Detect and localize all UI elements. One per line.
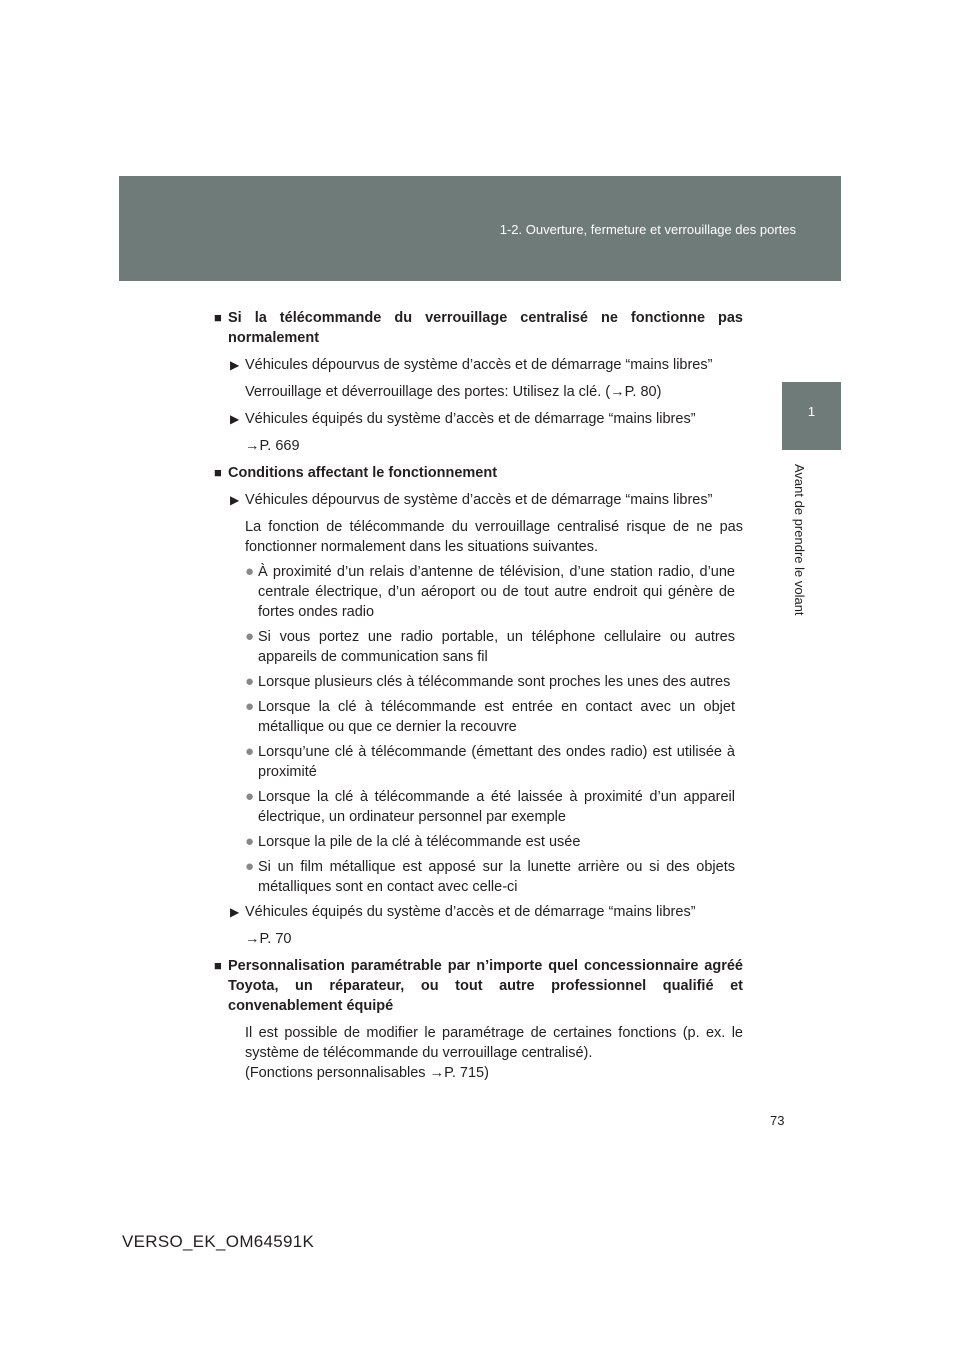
subheading-text: Véhicules équipés du système d’accès et de démarrage “mains libres”	[245, 904, 696, 920]
subheading-text: Véhicules équipés du système d’accès et de démarrage “mains libres”	[245, 411, 696, 427]
paragraph: Il est possible de modifier le paramétrage de certaines fonctions (p. ex. le système de télécommande du verrouillage centralisé).	[245, 1025, 743, 1061]
paragraph: La fonction de télécommande du verrouillage centralisé risque de ne pas fonctionner normalement dans les situations suivantes.	[245, 519, 743, 555]
bullet-icon: ●	[245, 628, 255, 645]
document-code: VERSO_EK_OM64591K	[122, 1232, 315, 1251]
bullet-icon: ●	[245, 563, 255, 580]
list-item	[214, 562, 743, 622]
list-item-text: Lorsque la pile de la clé à télécommande est usée	[258, 834, 581, 850]
paragraph: Verrouillage et déverrouillage des portes: Utilisez la clé. (→P. 80)	[245, 384, 662, 400]
triangle-icon: ▶	[230, 358, 240, 372]
bullet-icon: ●	[245, 698, 255, 715]
section-title: Conditions affectant le fonctionnement	[228, 465, 498, 481]
chapter-tab	[782, 382, 841, 450]
chapter-tab-number: 1	[807, 404, 816, 419]
bullet-icon: ●	[245, 833, 255, 850]
list-item-text: Lorsqu’une clé à télécommande (émettant des ondes radio) est utilisée à proximité	[258, 744, 735, 780]
page-number: 73	[770, 1113, 785, 1128]
subheading-text: Véhicules dépourvus de système d’accès et de démarrage “mains libres”	[245, 492, 713, 508]
list-item	[214, 672, 743, 692]
square-marker-icon: ■	[214, 958, 222, 973]
list-item	[214, 787, 743, 827]
page-content	[214, 308, 743, 1083]
subheading	[214, 902, 743, 922]
bullet-icon: ●	[245, 743, 255, 760]
page-reference: →P. 669	[245, 438, 300, 454]
page-reference: →P. 70	[245, 931, 292, 947]
list-item	[214, 742, 743, 782]
section-title: Personnalisation paramétrable par n’importe quel concessionnaire agréé Toyota, un réparateur, ou tout autre professionnel qualifié et convenablement équipé	[228, 958, 743, 1014]
list-item	[214, 857, 743, 897]
bullet-icon: ●	[245, 788, 255, 805]
section-heading-conditions	[214, 463, 743, 483]
paragraph: (Fonctions personnalisables →P. 715)	[245, 1065, 489, 1081]
list-item-text: Lorsque la clé à télécommande est entrée en contact avec un objet métallique ou que ce dernier la recouvre	[258, 699, 735, 735]
chapter-title: 1-2. Ouverture, fermeture et verrouillage des portes	[499, 222, 796, 237]
list-item	[214, 697, 743, 737]
bullet-icon: ●	[245, 673, 255, 690]
triangle-icon: ▶	[230, 412, 240, 426]
triangle-icon: ▶	[230, 493, 240, 507]
square-marker-icon: ■	[214, 465, 222, 480]
list-item-text: Si un film métallique est apposé sur la lunette arrière ou si des objets métalliques sont en contact avec celle-ci	[258, 859, 735, 895]
square-marker-icon: ■	[214, 310, 222, 325]
list-item-text: Lorsque plusieurs clés à télécommande sont proches les unes des autres	[258, 674, 731, 690]
subheading-text: Véhicules dépourvus de système d’accès et de démarrage “mains libres”	[245, 357, 713, 373]
section-title: Si la télécommande du verrouillage centralisé ne fonctionne pas normalement	[228, 310, 743, 346]
subheading	[214, 490, 743, 510]
triangle-icon: ▶	[230, 905, 240, 919]
list-item	[214, 627, 743, 667]
list-item-text: Si vous portez une radio portable, un téléphone cellulaire ou autres appareils de communication sans fil	[258, 629, 735, 665]
chapter-tab-label: Avant de prendre le volant	[792, 464, 807, 616]
subheading	[214, 409, 743, 429]
bullet-icon: ●	[245, 858, 255, 875]
section-heading-remote-failure	[214, 308, 743, 348]
chapter-header-bar	[119, 176, 841, 281]
list-item-text: Lorsque la clé à télécommande a été laissée à proximité d’un appareil électrique, un ordinateur personnel par exemple	[258, 789, 735, 825]
subheading	[214, 355, 743, 375]
list-item	[214, 832, 743, 852]
section-heading-customization	[214, 956, 743, 1016]
list-item-text: À proximité d’un relais d’antenne de télévision, d’une station radio, d’une centrale électrique, d’un aéroport ou de tout autre endroit qui génère de fortes ondes radio	[258, 564, 735, 620]
